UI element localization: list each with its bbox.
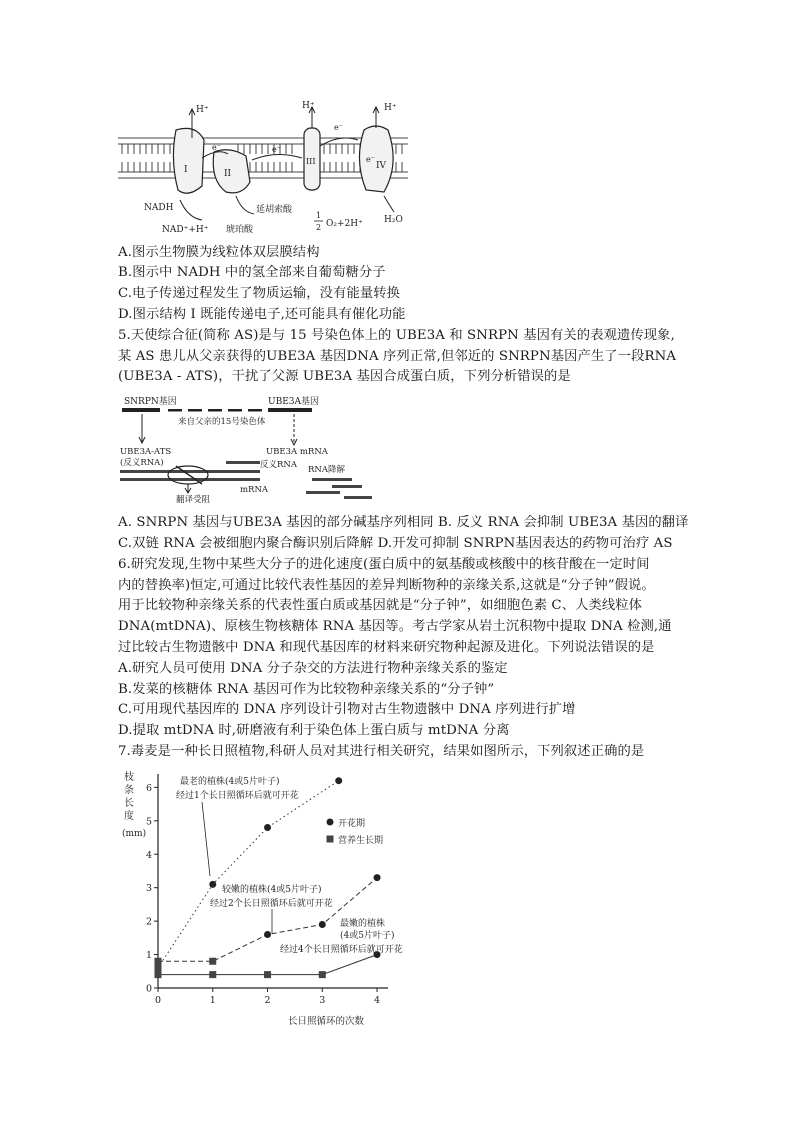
electron-label: e⁻ — [212, 143, 221, 152]
y-axis-label-char: 条 — [124, 785, 134, 796]
chart-axes — [158, 774, 388, 988]
chromosome-dashes — [168, 409, 262, 412]
ats-label-sub: (反义RNA) — [120, 458, 164, 468]
complex-label: II — [224, 169, 232, 179]
y-tick-label: 2 — [146, 916, 153, 928]
q6-option-d: D.提取 mtDNA 时,研磨液有利于染色体上蛋白质与 mtDNA 分离 — [118, 723, 510, 738]
ube3a-mrna-label: UBE3A mRNA — [266, 447, 328, 457]
antisense-rna-label: 反义RNA — [260, 460, 297, 470]
legend-vegetative-label: 营养生长期 — [338, 836, 384, 846]
complex-II-shape — [213, 150, 250, 193]
y-axis-label-char: 度 — [124, 811, 134, 822]
annotation-youngest-2: (4或5片叶子) — [340, 931, 395, 941]
nadh-label: NADH — [144, 203, 174, 213]
q5-stem-line-2: 某 AS 患儿从父亲获得的UBE3A 基因DNA 序列正常,但邻近的 SNRPN基因产生了一段RNA — [118, 349, 677, 364]
mrna-label: mRNA — [240, 485, 269, 495]
vegetative-point — [319, 971, 326, 978]
y-tick-label: 5 — [146, 816, 153, 828]
y-tick-label: 4 — [146, 849, 153, 861]
rna-fragments — [306, 478, 372, 499]
annotation-younger-2: 经过2个长日照循环后就可开花 — [210, 899, 333, 909]
annotation-youngest-1: 最嫩的植株 — [340, 919, 386, 929]
ube3a-gene-label: UBE3A基因 — [268, 397, 319, 407]
x-axis-label: 长日照循环的次数 — [288, 1016, 365, 1027]
electron-label: e⁻ — [272, 145, 281, 154]
q6-option-c: C.可用现代基因库的 DNA 序列设计引物对古生物遗骸中 DNA 序列进行扩增 — [118, 702, 576, 717]
x-tick-label: 4 — [374, 995, 381, 1006]
y-tick-label: 6 — [146, 782, 153, 794]
half-denominator: 2 — [316, 223, 322, 232]
rna-degrade-label: RNA降解 — [308, 465, 345, 475]
q6-stem-line-5: 过比较古生物遗骸中 DNA 和现代基因库的材料来研究物种起源及进化。下列说法错误的是 — [118, 640, 655, 655]
flowering-point — [264, 931, 271, 938]
complex-label: I — [184, 165, 188, 175]
y-axis-label-char: 枝 — [124, 772, 134, 783]
snrpn-gene-label: SNRPN基因 — [124, 397, 177, 407]
y-axis-unit: (mm) — [122, 829, 147, 839]
legend-flowering-label: 开花期 — [338, 819, 366, 829]
complex-I-shape — [173, 128, 204, 193]
q6-stem-line-2: 内的替换率)恒定,可通过比较代表性基因的差异判断物种的亲缘关系,这就是“分子钟”假说。 — [118, 578, 655, 593]
q5-options-line-1: A. SNRPN 基因与UBE3A 基因的部分碱基序列相同 B. 反义 RNA 会抑制 UBE3A 基因的翻译 — [118, 515, 689, 530]
complex-label: III — [306, 157, 316, 166]
q6-option-a: A.研究人员可使用 DNA 分子杂交的方法进行物种亲缘关系的鉴定 — [118, 661, 508, 676]
complex-label: IV — [376, 161, 387, 171]
vegetative-point — [155, 958, 162, 965]
complex-IV-shape — [359, 126, 393, 192]
chromosome-label: 来自父亲的15号染色体 — [178, 417, 266, 427]
q6-option-b: B.发菜的核糖体 RNA 基因可作为比较物种亲缘关系的“分子钟” — [118, 682, 495, 697]
annotation-younger-1: 较嫩的植株(4或5片叶子) — [222, 885, 322, 895]
electron-transport-figure — [118, 100, 408, 240]
flowering-point — [374, 874, 381, 881]
annotation-oldest-1: 最老的植株(4或5片叶子) — [180, 777, 280, 787]
series-line-1 — [158, 781, 339, 968]
q4-option-a: A.图示生物膜为线粒体双层膜结构 — [118, 245, 320, 260]
electron-label: e⁻ — [366, 155, 375, 164]
q6-stem-line-4: DNA(mtDNA)、原核生物核糖体 RNA 基因等。考古学家从岩土沉积物中提取 DNA 检测,通 — [118, 619, 672, 634]
q5-stem-line-3: (UBE3A - ATS)，干扰了父源 UBE3A 基因合成蛋白质，下列分析错误的是 — [118, 369, 571, 384]
vegetative-point — [209, 971, 216, 978]
succinate-label: 琥珀酸 — [226, 225, 254, 235]
water-label: H₂O — [384, 215, 403, 225]
q4-option-b: B.图示中 NADH 中的氢全部来自葡萄糖分子 — [118, 265, 386, 280]
x-tick-label: 2 — [264, 995, 271, 1006]
h-plus-label-3: H⁺ — [384, 103, 397, 113]
vegetative-point — [264, 971, 271, 978]
y-tick-label: 3 — [146, 883, 153, 895]
ube3a-figure — [118, 392, 398, 504]
flowering-point — [335, 777, 342, 784]
y-tick-label: 1 — [146, 950, 153, 962]
vegetative-point — [209, 958, 216, 965]
x-tick-label: 0 — [155, 995, 162, 1006]
y-tick-label: 0 — [146, 983, 153, 995]
q4-option-c: C.电子传递过程发生了物质运输，没有能量转换 — [118, 286, 401, 301]
y-axis-label-char: 长 — [124, 798, 134, 809]
q5-options-line-2: C.双链 RNA 会被细胞内聚合酶识别后降解 D.开发可抑制 SNRPN基因表达的药物可治疗 AS — [118, 536, 673, 551]
nad-label: NAD⁺+H⁺ — [162, 225, 209, 235]
fumarate-label: 延胡索酸 — [256, 205, 293, 215]
q4-option-d: D.图示结构 I 既能传递电子,还可能具有催化功能 — [118, 307, 406, 322]
y-axis-label — [124, 770, 134, 822]
ats-label: UBE3A-ATS — [120, 447, 172, 457]
h-plus-label-1: H⁺ — [196, 105, 209, 115]
h-plus-label-2: H⁺ — [302, 101, 315, 111]
flowering-point — [264, 824, 271, 831]
q6-stem-line-3: 用于比较物种亲缘关系的代表性蛋白质或基因就是“分子钟”，如细胞色素 C、人类线粒体 — [118, 598, 643, 613]
x-tick-label: 1 — [209, 995, 216, 1006]
q7-stem: 7.毒麦是一种长日照植物,科研人员对其进行相关研究，结果如图所示，下列叙述正确的是 — [118, 744, 645, 759]
legend-vegetative-marker — [327, 836, 334, 843]
q5-stem-line-1: 5.天使综合征(简称 AS)是与 15 号染色体上的 UBE3A 和 SNRPN 基因有关的表观遗传现象, — [118, 328, 675, 343]
legend-flowering-marker — [327, 819, 334, 826]
half-numerator: 1 — [316, 211, 322, 220]
annotation-youngest-3: 经过4个长日照循环后就可开花 — [280, 945, 403, 955]
q6-stem-line-1: 6.研究发现,生物中某些大分子的进化速度(蛋白质中的氨基酸或核酸中的核苷酸在一定时间 — [118, 557, 650, 572]
electron-label: e⁻ — [334, 123, 343, 132]
vegetative-point — [155, 964, 162, 971]
shoot-length-chart — [118, 766, 418, 1030]
flowering-point — [319, 921, 326, 928]
oxygen-label: O₂+2H⁺ — [326, 219, 363, 229]
vegetative-point — [155, 971, 162, 978]
flowering-point — [209, 881, 216, 888]
annotation-oldest-2: 经过1个长日照循环后就可开花 — [176, 791, 299, 801]
translation-blocked-label: 翻译受阻 — [176, 495, 211, 504]
x-tick-label: 3 — [319, 995, 326, 1006]
